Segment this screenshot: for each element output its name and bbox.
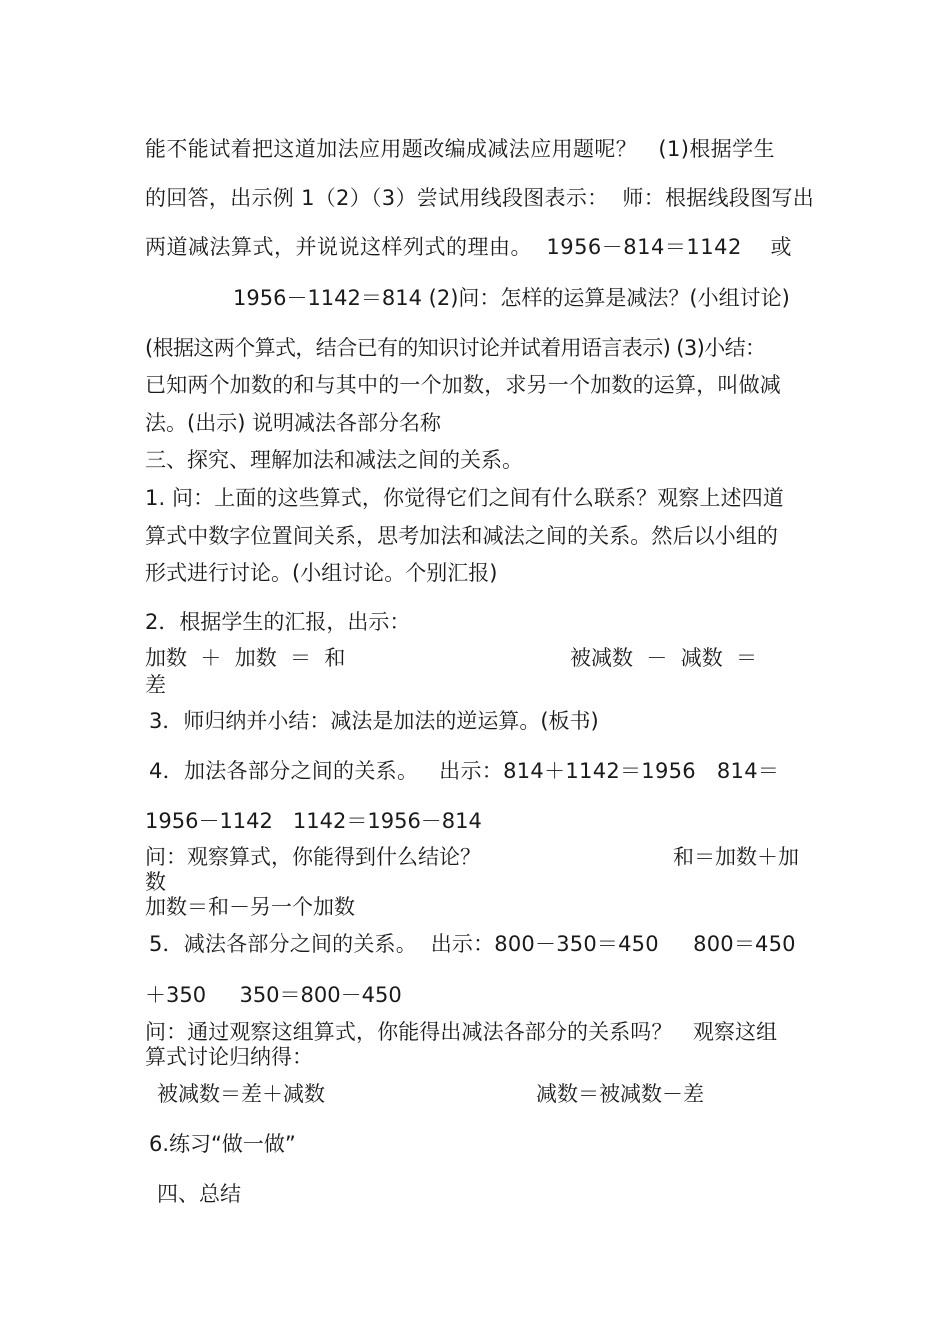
text-line: 形式进行讨论。(小组讨论。个别汇报) xyxy=(145,561,498,585)
text-line: 算式讨论归纳得： xyxy=(145,1045,313,1069)
text-line: 4．加法各部分之间的关系。 出示：814＋1142＝1956 814＝ xyxy=(149,759,780,783)
text-line: 数 xyxy=(145,870,166,894)
text-line: 加数＝和－另一个加数 xyxy=(145,895,355,919)
text-line: 减数＝被减数－差 xyxy=(536,1082,704,1106)
text-line: 加数 ＋ 加数 ＝ 和 xyxy=(145,646,346,670)
section-heading: 三、探究、理解加法和减法之间的关系。 xyxy=(145,448,523,472)
text-line: 1956－1142＝814 (2)问：怎样的运算是减法？(小组讨论) xyxy=(233,286,790,310)
text-line: 被减数 － 减数 ＝ xyxy=(570,646,758,670)
text-line: (根据这两个算式，结合已有的知识讨论并试着用语言表示) (3)小结： xyxy=(145,336,766,360)
text-line: 和＝加数＋加 xyxy=(673,845,799,869)
text-line: 5．减法各部分之间的关系。 出示：800－350＝450 800＝450 xyxy=(149,932,796,956)
text-line: 问：观察算式，你能得到什么结论？ xyxy=(145,845,481,869)
text-line: 法。(出示) 说明减法各部分名称 xyxy=(145,411,442,435)
text-line: 3．师归纳并小结：减法是加法的逆运算。(板书) xyxy=(149,709,599,733)
text-line: 两道减法算式，并说说这样列式的理由。 1956－814＝1142 或 xyxy=(145,235,793,259)
text-line: ＋350 350＝800－450 xyxy=(145,983,402,1007)
text-line: 6.练习“做一做” xyxy=(149,1132,296,1156)
text-line: 1956－1142 1142＝1956－814 xyxy=(145,809,482,833)
text-line: 1. 问：上面的这些算式，你觉得它们之间有什么联系？观察上述四道 xyxy=(145,486,784,510)
text-line: 的回答，出示例 1（2）（3）尝试用线段图表示： 师：根据线段图写出 xyxy=(145,186,815,210)
section-heading: 四、总结 xyxy=(157,1182,241,1206)
text-line: 已知两个加数的和与其中的一个加数，求另一个加数的运算，叫做减 xyxy=(145,373,781,397)
text-line: 问：通过观察这组算式，你能得出减法各部分的关系吗？ 观察这组 xyxy=(145,1020,778,1044)
text-line: 2．根据学生的汇报，出示： xyxy=(145,610,411,634)
text-line: 算式中数字位置间关系，思考加法和减法之间的关系。然后以小组的 xyxy=(145,524,778,548)
text-line: 差 xyxy=(145,673,166,697)
text-line: 被减数＝差＋减数 xyxy=(157,1082,325,1106)
text-line: 能不能试着把这道加法应用题改编成减法应用题呢？ (1)根据学生 xyxy=(145,137,775,161)
